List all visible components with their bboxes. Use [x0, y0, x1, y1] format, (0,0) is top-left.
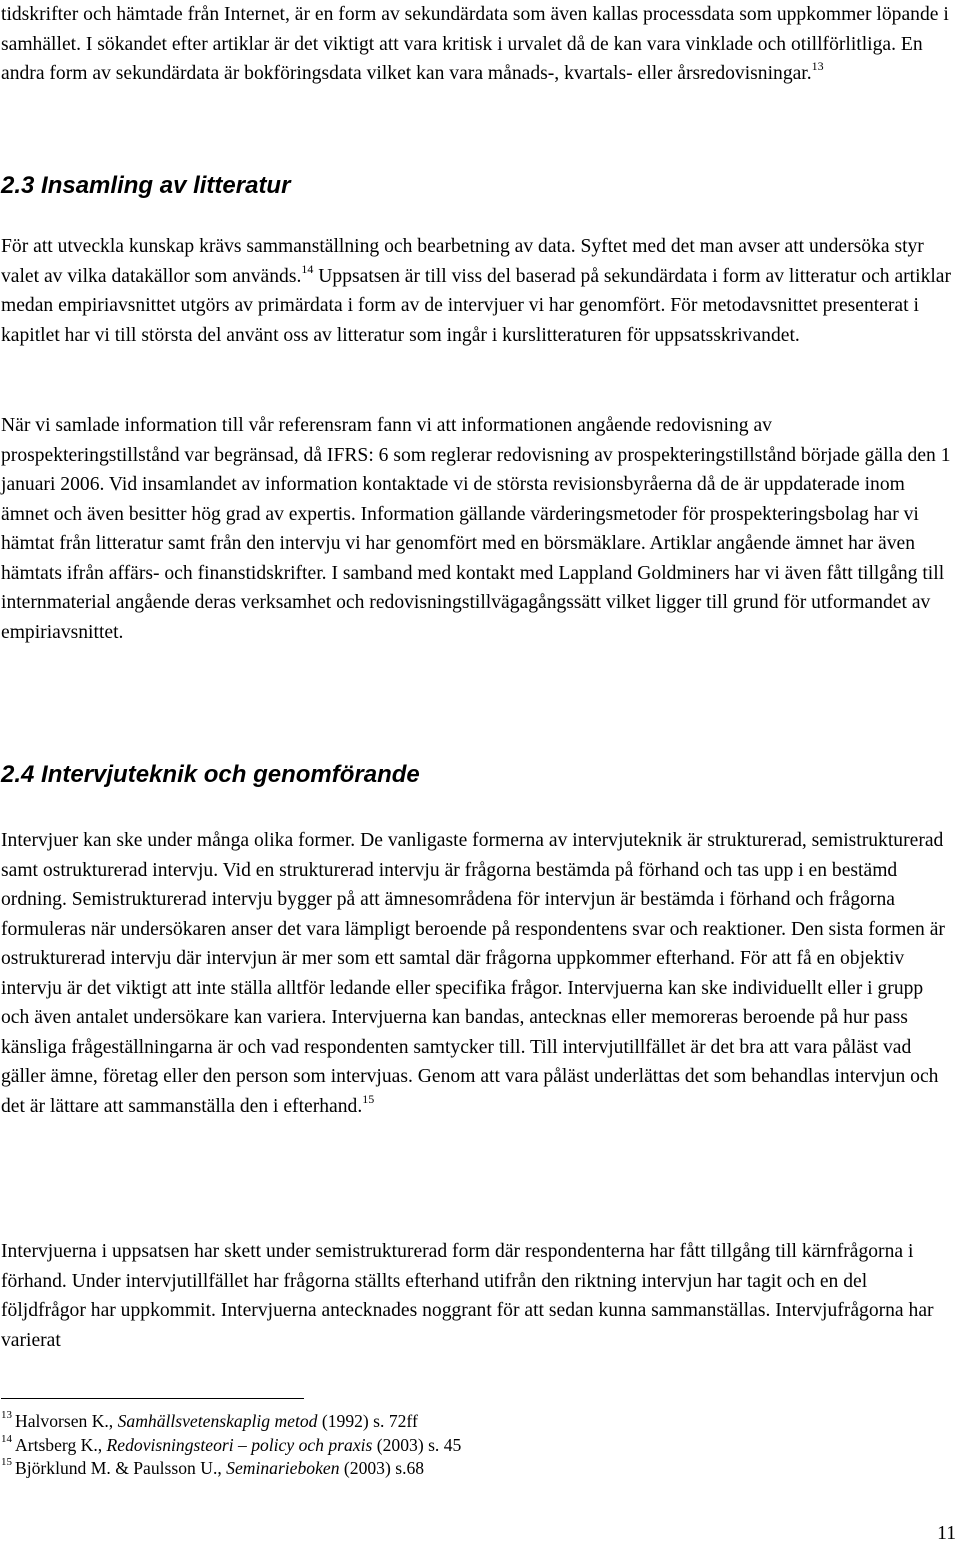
- section-heading-2-4: 2.4 Intervjuteknik och genomförande: [1, 761, 420, 788]
- footnote-number: 14: [1, 1432, 12, 1445]
- footnote-title: Redovisningsteori – policy och praxis: [106, 1434, 373, 1455]
- footnote-number: 13: [1, 1409, 12, 1422]
- section-heading-2-3: 2.3 Insamling av litteratur: [1, 172, 291, 199]
- footnote-ref-14: 14: [301, 261, 314, 276]
- footnote-number: 15: [1, 1456, 12, 1469]
- footnote-author: Halvorsen K.,: [15, 1411, 118, 1431]
- footnote-author: Artsberg K.,: [15, 1434, 107, 1455]
- intro-text: tidskrifter och hämtade från Internet, är en form av sekundärdata som även kallas processdata som uppkommer löpande i samhället. I sökandet efter artiklar är det viktigt att vara kritisk i urvalet då de kan vara vinklade och otillförlitliga. En andra form av sekundärdata är bokföringsdata vilket kan vara månads-, kvartals- eller årsredovisningar.: [1, 4, 949, 84]
- footnote-ref-15: 15: [362, 1091, 375, 1106]
- paragraph-text: Uppsatsen är till viss del baserad på sekundärdata i form av litteratur och artiklar medan empiriavsnittet utgörs av primärdata i form av de intervjuer vi har genomfört. För metodavsnittet presenterat i kapitlet har vi till största del använt oss av litteratur som ingår i kurslitteraturen för uppsatsskrivandet.: [1, 265, 952, 346]
- footnote-divider: [1, 1398, 304, 1399]
- page-number: 11: [937, 1523, 956, 1544]
- footnotes: [1, 1410, 901, 1481]
- section-2-3-paragraph-2: När vi samlade information till vår referensram fann vi att informationen angående redovisning av prospekteringstillstånd var begränsad, då IFRS: 6 som reglerar redovisning av prospekteringstillstånd började gälla den 1 januari 2006. Vid insamlandet av information kontaktade vi de största revisionsbyråerna då de är uppdaterade inom ämnet och även besitter hög grad av expertis. Information gällande värderingsmetoder för prospekteringsbolag har vi hämtat från litteratur samt från den intervju vi har genomfört med en börsmäklare. Artiklar angående ämnet har även hämtats ifrån affärs- och finanstidskrifter. I samband med kontakt med Lappland Goldminers har vi även fått tillgång till internmaterial angående deras verksamhet och redovisningstillvägagångssätt vilket ligger till grund för utformandet av empiriavsnittet.: [1, 415, 951, 643]
- footnote-detail: (1992) s. 72ff: [317, 1411, 418, 1431]
- section-2-4-paragraph-2: Intervjuerna i uppsatsen har skett under semistrukturerad form där respondenterna har fått tillgång till kärnfrågorna i förhand. Under intervjutillfället har frågorna ställts efterhand utifrån den riktning intervjun har tagit och en del följdfrågor har uppkommit. Intervjuerna antecknades noggrant för att sedan kunna sammanställas. Intervjufrågorna har varierat: [1, 1241, 934, 1351]
- footnote-14: [1, 1434, 901, 1458]
- footnote-title: Seminarieboken: [226, 1458, 340, 1479]
- section-2-3-paragraph-1: [1, 232, 955, 350]
- intro-paragraph: [1, 0, 955, 89]
- footnote-15: [1, 1457, 901, 1481]
- paragraph-text: För att utveckla kunskap krävs sammanställning och bearbetning av data. Syftet med det man avser att undersöka styr valet av vilka datakällor som används.: [1, 236, 924, 287]
- footnote-ref-13: 13: [811, 59, 824, 74]
- footnote-author: Björklund M. & Paulsson U.,: [15, 1458, 227, 1479]
- footnote-detail: (2003) s.68: [339, 1458, 425, 1479]
- footnote-13: [1, 1410, 901, 1434]
- paragraph-text: Intervjuer kan ske under många olika former. De vanligaste formerna av intervjuteknik är strukturerad, semistrukturerad samt ostrukturerad intervju. Vid en strukturerad intervju är frågorna bestämda på förhand och tas upp i en bestämd ordning. Semistrukturerad intervju bygger på att ämnesområdena för intervjun är bestämda i förhand och frågorna formuleras när undersökaren anser det vara lämpligt beroende på respondentens svar och reaktioner. Den sista formen är ostrukturerad intervju där intervjun är mer som ett samtal där frågorna uppkommer efterhand. För att få en objektiv intervju är det viktigt att inte ställa alltför ledande eller specifika frågor. Intervjuerna kan ske individuellt eller i grupp och även antalet undersökare kan variera. Intervjuerna kan bandas, antecknas eller memoreras beroende på hur pass känsliga frågeställningarna är och vad respondenten samtycker till. Till intervjutillfället är det bra att vara påläst vad gäller ämne, företag eller den person som intervjuas. Genom att vara påläst underlättas det som behandlas intervjun och det är lättare att sammanställa den i efterhand.: [1, 830, 945, 1117]
- section-2-4-paragraph-1: [1, 826, 955, 1121]
- footnote-detail: (2003) s. 45: [372, 1434, 462, 1455]
- footnote-title: Samhällsvetenskaplig metod: [117, 1411, 318, 1431]
